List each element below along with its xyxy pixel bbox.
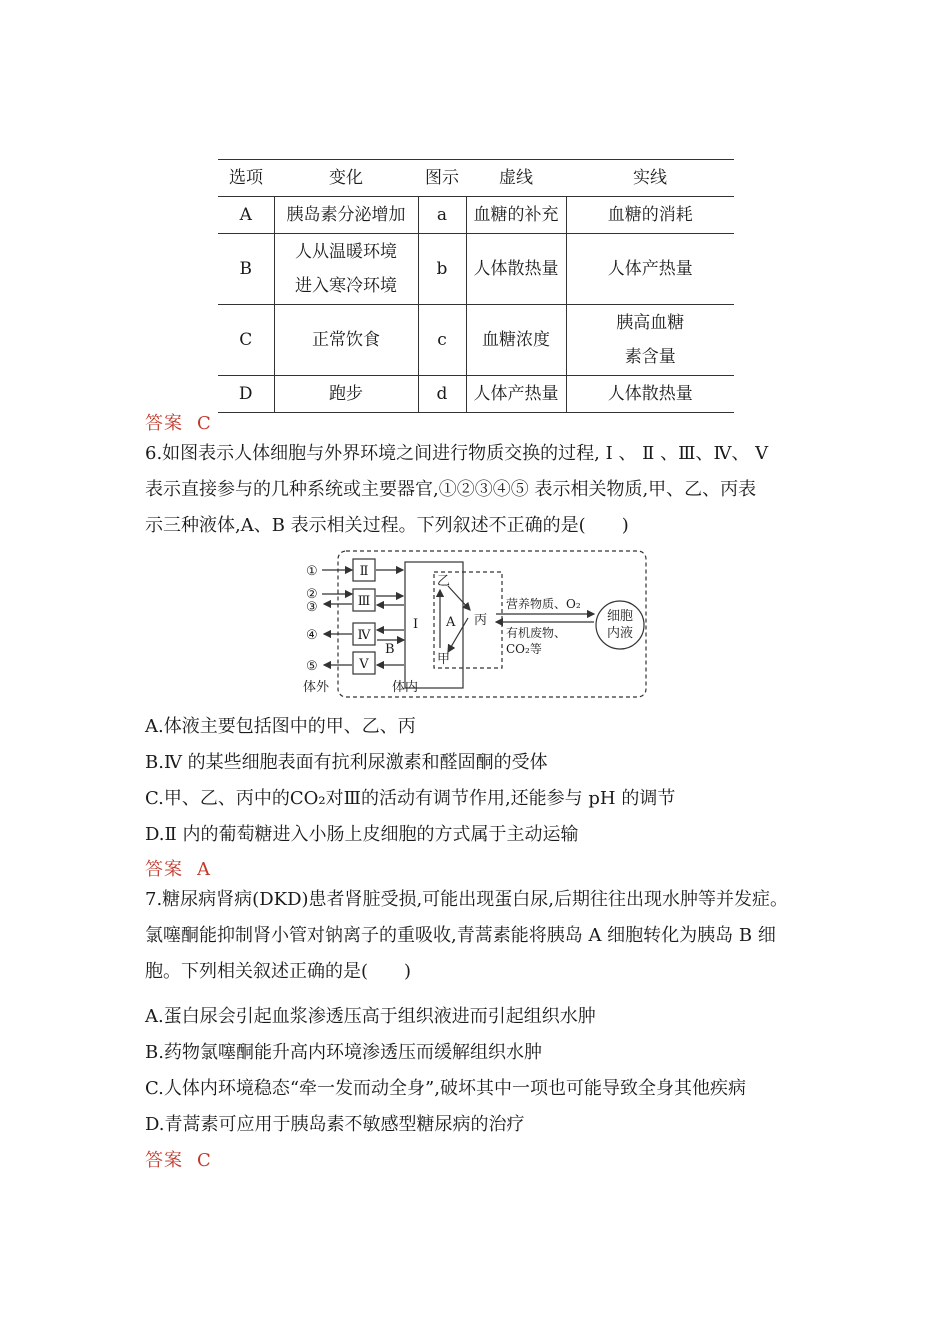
num-3: ③ — [306, 600, 318, 615]
label-IV: Ⅳ — [357, 628, 371, 643]
q6-option-b: B.Ⅳ 的某些细胞表面有抗利尿激素和醛固酮的受体 — [145, 752, 548, 773]
answer-label: 答案 — [145, 1150, 183, 1171]
question-7-stem — [145, 882, 825, 990]
stem-line-1: 6.如图表示人体细胞与外界环境之间进行物质交换的过程, Ⅰ 、 Ⅱ 、Ⅲ、Ⅳ、 Ⅴ — [145, 443, 769, 464]
row-option: D — [218, 376, 274, 413]
answer-value: C — [197, 413, 212, 434]
num-1: ① — [306, 564, 318, 579]
label-II: Ⅱ — [359, 564, 369, 579]
answer-label: 答案 — [145, 859, 183, 880]
row-option: B — [218, 234, 274, 305]
row-dashed: 血糖的补充 — [466, 197, 566, 234]
label-inside: 体内 — [392, 680, 419, 695]
header-option: 选项 — [218, 160, 274, 197]
q6-option-c: C.甲、乙、丙中的CO₂对Ⅲ的活动有调节作用,还能参与 pH 的调节 — [145, 788, 676, 809]
outer-dashed-boundary — [338, 551, 646, 697]
label-outside: 体外 — [303, 680, 330, 695]
change-line-1: 人从温暖环境 — [295, 242, 397, 262]
q7-option-c: C.人体内环境稳态“牵一发而动全身”,破坏其中一项也可能导致全身其他疾病 — [145, 1078, 746, 1099]
q7-option-b: B.药物氯噻酮能升高内环境渗透压而缓解组织水肿 — [145, 1042, 542, 1063]
row-dashed: 人体产热量 — [466, 376, 566, 413]
options-table — [218, 159, 734, 413]
stem-line-1: 7.糖尿病肾病(DKD)患者肾脏受损,可能出现蛋白尿,后期往往出现水肿等并发症。 — [145, 889, 788, 910]
row-solid: 人体散热量 — [566, 376, 734, 413]
row-solid: 人体产热量 — [566, 234, 734, 305]
row-figure: a — [418, 197, 466, 234]
q7-option-d: D.青蒿素可应用于胰岛素不敏感型糖尿病的治疗 — [145, 1114, 525, 1135]
q6-option-a: A.体液主要包括图中的甲、乙、丙 — [145, 716, 416, 737]
q7-option-a: A.蛋白尿会引起血浆渗透压高于组织液进而引起组织水肿 — [145, 1006, 596, 1027]
row-change: 跑步 — [274, 376, 418, 413]
table-row — [218, 234, 734, 305]
answer-q7 — [145, 1146, 212, 1172]
table-row — [218, 376, 734, 413]
row-figure: b — [418, 234, 466, 305]
row-figure: d — [418, 376, 466, 413]
answer-label: 答案 — [145, 413, 183, 434]
stem-line-2: 氯噻酮能抑制肾小管对钠离子的重吸收,青蒿素能将胰岛 A 细胞转化为胰岛 B 细 — [145, 925, 776, 946]
label-V: Ⅴ — [359, 657, 369, 672]
table-row — [218, 305, 734, 376]
row-solid: 血糖的消耗 — [566, 197, 734, 234]
label-nutrients: 营养物质、O₂ — [506, 597, 581, 611]
label-bing: 丙 — [474, 613, 488, 628]
row-dashed: 人体散热量 — [466, 234, 566, 305]
header-solid: 实线 — [566, 160, 734, 197]
row-dashed: 血糖浓度 — [466, 305, 566, 376]
label-waste-1: 有机废物、 — [506, 626, 567, 640]
answer-q6 — [145, 855, 211, 881]
header-figure: 图示 — [418, 160, 466, 197]
label-waste-2: CO₂等 — [506, 642, 542, 656]
table-row — [218, 197, 734, 234]
label-cell-1: 细胞 — [606, 609, 634, 624]
label-jia: 甲 — [437, 652, 451, 667]
stem-line-3: 示三种液体,A、B 表示相关过程。下列叙述不正确的是( ) — [145, 515, 629, 536]
row-option: A — [218, 197, 274, 234]
num-4: ④ — [306, 628, 318, 643]
answer-value: C — [197, 1150, 212, 1171]
label-A: A — [446, 615, 456, 630]
q6-option-d: D.Ⅱ 内的葡萄糖进入小肠上皮细胞的方式属于主动运输 — [145, 824, 579, 845]
answer-value: A — [197, 859, 211, 880]
answer-q5 — [145, 409, 212, 435]
label-B: B — [385, 642, 395, 657]
solid-line-2: 素含量 — [624, 347, 676, 367]
stem-line-2: 表示直接参与的几种系统或主要器官,①②③④⑤ 表示相关物质,甲、乙、丙表 — [145, 479, 757, 500]
row-solid — [566, 305, 734, 376]
row-change — [274, 234, 418, 305]
stem-line-3: 胞。下列相关叙述正确的是( ) — [145, 961, 412, 982]
change-line-2: 进入寒冷环境 — [295, 276, 397, 296]
label-I: Ⅰ — [413, 617, 419, 632]
row-figure: c — [418, 305, 466, 376]
exchange-diagram — [300, 548, 650, 700]
row-option: C — [218, 305, 274, 376]
label-yi: 乙 — [437, 574, 451, 589]
header-dashed: 虚线 — [466, 160, 566, 197]
row-change: 正常饮食 — [274, 305, 418, 376]
num-5: ⑤ — [306, 659, 318, 674]
num-2: ② — [306, 587, 318, 602]
question-6-stem — [145, 436, 825, 544]
header-change: 变化 — [274, 160, 418, 197]
label-III: Ⅲ — [357, 594, 371, 609]
solid-line-1: 胰高血糖 — [616, 313, 685, 333]
table-header-row — [218, 160, 734, 197]
row-change: 胰岛素分泌增加 — [274, 197, 418, 234]
label-cell-2: 内液 — [606, 626, 634, 641]
